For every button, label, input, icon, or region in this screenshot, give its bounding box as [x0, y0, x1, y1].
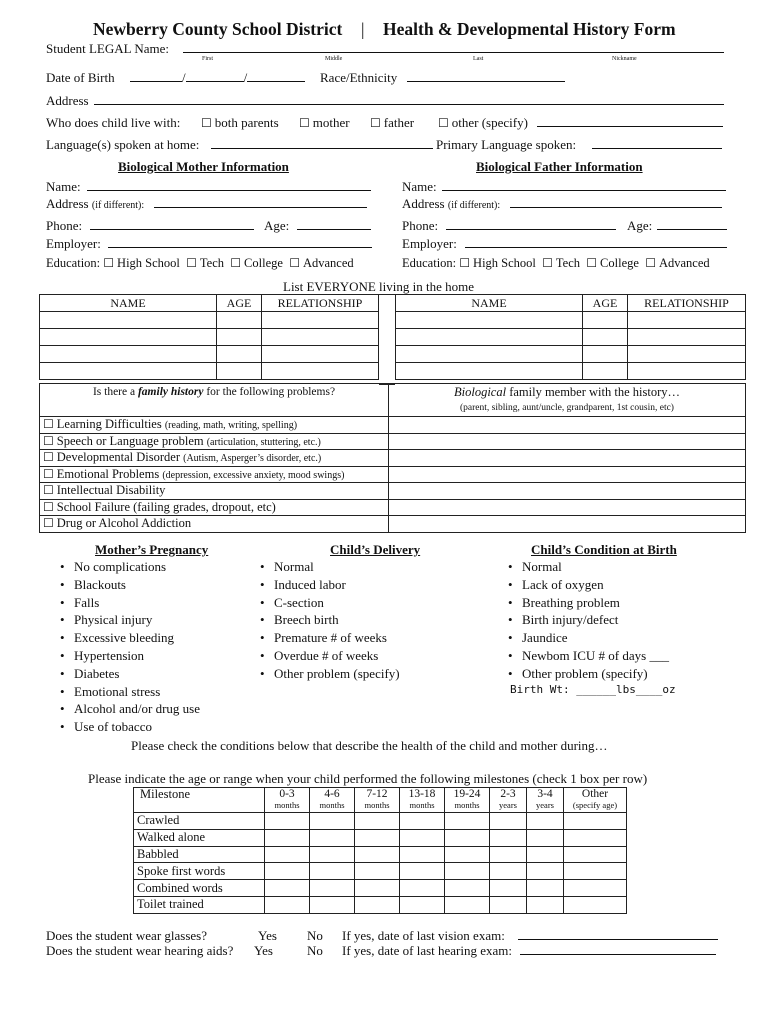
birth-condition-list [508, 558, 669, 683]
household-table-right [395, 294, 746, 380]
col-name: NAME [40, 295, 217, 312]
mother-name-label: Name: [46, 179, 81, 194]
mother-employer-label: Employer: [46, 236, 101, 251]
conditions-note: Please check the conditions below that describe the health of the child and mother during… [131, 738, 608, 753]
father-name-field[interactable] [442, 179, 726, 191]
problem-school-failure[interactable]: ☐ School Failure (failing grades, dropout, etc) [40, 499, 389, 516]
father-edu-college[interactable]: ☐ College [586, 256, 639, 270]
mother-phone-field[interactable] [90, 218, 254, 230]
table-row: Walked alone [134, 829, 627, 846]
checkbox-icon[interactable]: ☐ [289, 256, 300, 270]
pregnancy-list [60, 558, 200, 736]
checkbox-icon[interactable]: ☐ [43, 499, 54, 514]
list-item[interactable]: • Use of tobacco [60, 718, 200, 736]
glasses-no[interactable]: No [307, 928, 323, 943]
checkbox-icon[interactable]: ☐ [43, 466, 54, 481]
father-age-field[interactable] [657, 218, 727, 230]
hearing-yes[interactable]: Yes [254, 943, 273, 958]
milestones-table [133, 787, 627, 914]
table-row [396, 363, 746, 380]
list-item[interactable]: • Induced labor [260, 576, 400, 594]
mother-edu-college[interactable]: ☐ College [230, 256, 283, 270]
mother-edu-tech[interactable]: ☐ Tech [186, 256, 225, 270]
delivery-heading: Child’s Delivery [330, 542, 421, 557]
dob-field[interactable]: / / [130, 70, 305, 86]
address-field[interactable] [94, 93, 724, 105]
table-row: Toilet trained [134, 896, 627, 913]
family-history-row [40, 466, 746, 483]
list-item[interactable]: • Normal [260, 558, 400, 576]
dob-label: Date of Birth [46, 70, 115, 85]
problem-learning[interactable]: ☐ Learning Difficulties (reading, math, writing, spelling) [40, 417, 389, 434]
student-legal-name-field[interactable] [183, 41, 724, 53]
table-row [396, 312, 746, 329]
checkbox-icon[interactable]: ☐ [43, 433, 54, 448]
col-name: NAME [396, 295, 583, 312]
list-item[interactable]: • Alcohol and/or drug use [60, 700, 200, 718]
father-address-label: Address (if different): [402, 196, 501, 211]
glasses-question: Does the student wear glasses? [46, 928, 208, 943]
table-row: Spoke first words [134, 863, 627, 880]
list-item[interactable]: • No complications [60, 558, 200, 576]
col-13-18: 13-18 months [400, 788, 445, 813]
family-history-table [39, 383, 746, 533]
table-row [40, 346, 379, 363]
table-row [40, 329, 379, 346]
checkbox-icon[interactable]: ☐ [186, 256, 197, 270]
col-other: Other (specify age) [564, 788, 627, 813]
father-education: Education: ☐ High School ☐ Tech ☐ College ☐ Advanced [402, 256, 710, 270]
problem-emotional[interactable]: ☐ Emotional Problems (depression, excessive anxiety, mood swings) [40, 466, 389, 483]
col-relationship: RELATIONSHIP [262, 295, 379, 312]
col-age: AGE [217, 295, 262, 312]
col-2-3: 2-3 years [490, 788, 527, 813]
list-item[interactable]: • Overdue # of weeks [260, 647, 400, 665]
mother-edu-advanced[interactable]: ☐ Advanced [289, 256, 354, 270]
father-employer-label: Employer: [402, 236, 457, 251]
checkbox-icon[interactable]: ☐ [645, 256, 656, 270]
language-home-label: Language(s) spoken at home: [46, 137, 200, 152]
father-age-label: Age: [627, 218, 653, 233]
primary-language-label: Primary Language spoken: [436, 137, 577, 152]
table-row [396, 329, 746, 346]
vision-exam-label: If yes, date of last vision exam: [342, 928, 505, 943]
family-history-row [40, 499, 746, 516]
family-history-row [40, 516, 746, 533]
delivery-list [260, 558, 400, 683]
father-edu-tech[interactable]: ☐ Tech [542, 256, 581, 270]
problem-drug-alcohol[interactable]: ☐ Drug or Alcohol Addiction [40, 516, 389, 533]
checkbox-icon[interactable]: ☐ [370, 116, 381, 130]
father-name-label: Name: [402, 179, 437, 194]
checkbox-icon[interactable]: ☐ [43, 516, 54, 531]
checkbox-icon[interactable]: ☐ [542, 256, 553, 270]
list-item[interactable]: • Premature # of weeks [260, 629, 400, 647]
table-row [396, 346, 746, 363]
col-relationship: RELATIONSHIP [628, 295, 746, 312]
table-row [40, 363, 379, 380]
mother-phone-label: Phone: [46, 218, 83, 233]
checkbox-icon[interactable]: ☐ [43, 483, 54, 498]
race-label: Race/Ethnicity [320, 70, 398, 85]
list-item[interactable]: • Breathing problem [508, 594, 669, 612]
list-item[interactable]: • Jaundice [508, 629, 669, 647]
lives-with-other-field[interactable] [537, 115, 723, 127]
family-history-row [40, 417, 746, 434]
sub-first: First [202, 56, 214, 62]
sub-middle: Middle [325, 56, 343, 62]
checkbox-icon[interactable]: ☐ [103, 256, 115, 270]
father-edu-advanced[interactable]: ☐ Advanced [645, 256, 710, 270]
table-row: Crawled [134, 813, 627, 830]
mother-education: Education: ☐ High School ☐ Tech ☐ College ☐ Advanced [46, 256, 354, 270]
father-edu-high-school[interactable]: ☐ High School [459, 256, 536, 270]
list-item[interactable]: • Birth injury/defect [508, 611, 669, 629]
checkbox-icon[interactable]: ☐ [459, 256, 471, 270]
lives-with-mother[interactable]: ☐ mother [299, 115, 350, 130]
lives-with-father[interactable]: ☐ father [370, 115, 415, 130]
list-item[interactable]: • Breech birth [260, 611, 400, 629]
sub-nickname: Nickname [612, 56, 637, 62]
list-item[interactable]: • Falls [60, 594, 200, 612]
milestones-intro: Please indicate the age or range when your child performed the following milestones (check 1 box per row) [88, 771, 648, 786]
district-name: Newberry County School District [93, 19, 343, 39]
race-field[interactable] [407, 70, 565, 82]
checkbox-icon[interactable]: ☐ [438, 116, 449, 130]
household-divider [379, 294, 395, 385]
family-history-row [40, 433, 746, 450]
hearing-no[interactable]: No [307, 943, 323, 958]
list-item[interactable]: • Emotional stress [60, 683, 200, 701]
list-item[interactable]: • Hypertension [60, 647, 200, 665]
lives-with-other[interactable]: ☐ other (specify) [438, 115, 528, 130]
col-7-12: 7-12 months [355, 788, 400, 813]
col-4-6: 4-6 months [310, 788, 355, 813]
family-history-row [40, 483, 746, 500]
checkbox-icon[interactable]: ☐ [230, 256, 242, 270]
vision-exam-field[interactable] [518, 928, 718, 940]
checkbox-icon[interactable]: ☐ [43, 417, 54, 432]
mother-heading: Biological Mother Information [118, 159, 289, 174]
list-item[interactable]: • Other problem (specify) [508, 665, 669, 683]
household-table-left [39, 294, 379, 380]
mother-employer-field[interactable] [108, 236, 372, 248]
checkbox-icon[interactable]: ☐ [201, 116, 212, 130]
list-item[interactable]: • Diabetes [60, 665, 200, 683]
mother-age-field[interactable] [297, 218, 371, 230]
hearing-exam-label: If yes, date of last hearing exam: [342, 943, 513, 958]
list-item[interactable]: • Newbom ICU # of days ___ [508, 647, 669, 665]
birth-condition-heading: Child’s Condition at Birth [531, 542, 677, 557]
father-employer-field[interactable] [465, 236, 727, 248]
address-label: Address [46, 93, 89, 108]
title-separator: | [361, 19, 365, 39]
milestone-header: Milestone [134, 788, 265, 813]
list-item[interactable]: • Blackouts [60, 576, 200, 594]
col-age: AGE [583, 295, 628, 312]
family-member-header: Biological family member with the history… (parent, sibling, aunt/uncle, grandparent, 1st cousin, etc) [389, 384, 746, 417]
sub-last: Last [473, 56, 484, 62]
table-row [40, 312, 379, 329]
mother-name-field[interactable] [87, 179, 371, 191]
lives-with-both-parents[interactable]: ☐ both parents [201, 115, 279, 130]
problem-speech[interactable]: ☐ Speech or Language problem (articulation, stuttering, etc.) [40, 433, 389, 450]
list-item[interactable]: • Other problem (specify) [260, 665, 400, 683]
father-heading: Biological Father Information [476, 159, 643, 174]
primary-language-field[interactable] [592, 137, 722, 149]
father-phone-field[interactable] [446, 218, 616, 230]
checkbox-icon[interactable]: ☐ [586, 256, 598, 270]
table-row: Babbled [134, 846, 627, 863]
lives-with-label: Who does child live with: [46, 115, 181, 130]
list-item[interactable]: • Physical injury [60, 611, 200, 629]
mother-address-label: Address (if different): [46, 196, 145, 211]
mother-edu-high-school[interactable]: ☐ High School [103, 256, 180, 270]
list-item[interactable]: • Excessive bleeding [60, 629, 200, 647]
father-phone-label: Phone: [402, 218, 439, 233]
list-item[interactable]: • C-section [260, 594, 400, 612]
problem-intellectual[interactable]: ☐ Intellectual Disability [40, 483, 389, 500]
glasses-yes[interactable]: Yes [258, 928, 277, 943]
family-history-question: Is there a family history for the following problems? [40, 384, 389, 417]
student-legal-name-label: Student LEGAL Name: [46, 41, 169, 56]
col-3-4: 3-4 years [527, 788, 564, 813]
problem-developmental[interactable]: ☐ Developmental Disorder (Autism, Asperger’s disorder, etc.) [40, 450, 389, 467]
checkbox-icon[interactable]: ☐ [43, 450, 54, 465]
household-title: List EVERYONE living in the home [283, 279, 475, 294]
list-item[interactable]: • Lack of oxygen [508, 576, 669, 594]
hearing-exam-field[interactable] [520, 943, 716, 955]
pregnancy-heading: Mother’s Pregnancy [95, 542, 209, 557]
table-row: Combined words [134, 880, 627, 897]
col-0-3: 0-3 months [265, 788, 310, 813]
checkbox-icon[interactable]: ☐ [299, 116, 310, 130]
form-title: Health & Developmental History Form [383, 19, 676, 39]
hearing-question: Does the student wear hearing aids? [46, 943, 234, 958]
mother-address-field[interactable] [154, 196, 367, 208]
birth-weight[interactable]: Birth Wt: ______lbs____oz [510, 683, 676, 696]
col-19-24: 19-24 months [445, 788, 490, 813]
language-home-field[interactable] [211, 137, 433, 149]
family-history-row [40, 450, 746, 467]
mother-age-label: Age: [264, 218, 290, 233]
list-item[interactable]: • Normal [508, 558, 669, 576]
father-address-field[interactable] [510, 196, 722, 208]
